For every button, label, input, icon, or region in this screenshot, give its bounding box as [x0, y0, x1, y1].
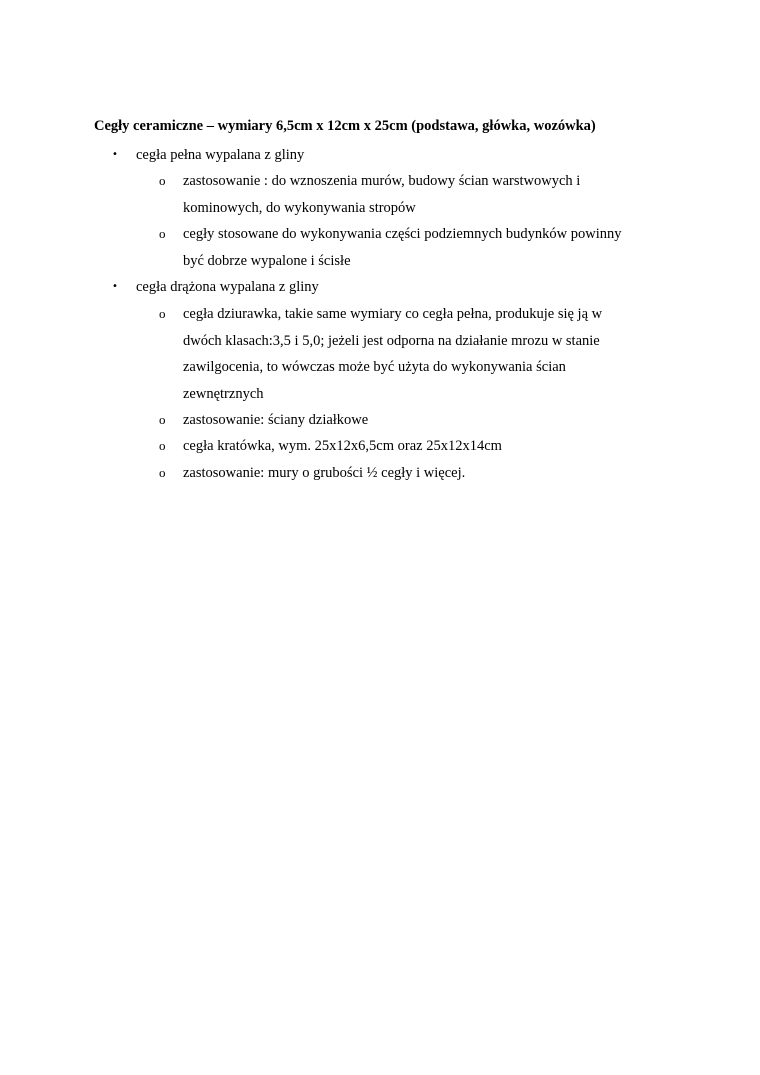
list-item-line: zawilgocenia, to wówczas może być użyta do wykonywania ścian	[183, 359, 566, 375]
list-item-level2	[159, 460, 653, 487]
bullet-circle: o	[159, 465, 166, 480]
list-item-line: cegła dziurawka, takie same wymiary co cegła pełna, produkuje się ją w	[183, 306, 603, 322]
list-item-level2	[159, 168, 653, 221]
bullet-circle: o	[159, 438, 166, 453]
bullet-dot: •	[112, 149, 118, 160]
list-item-line: dwóch klasach:3,5 i 5,0; jeżeli jest odporna na działanie mrozu w stanie	[183, 332, 600, 349]
list-item-line: zastosowanie : do wznoszenia murów, budowy ścian warstwowych i	[183, 173, 581, 189]
list-item-level2	[159, 301, 653, 407]
bullet-circle: o	[159, 306, 166, 321]
list-item-line: zewnętrznych	[183, 385, 264, 402]
list-item-level2	[159, 407, 653, 434]
list-item-line: cegła kratówka, wym. 25x12x6,5cm oraz 25x12x14cm	[183, 438, 502, 454]
list-item-line: kominowych, do wykonywania stropów	[183, 199, 416, 216]
list-item-level1	[112, 274, 696, 301]
bullet-dot: •	[112, 281, 118, 292]
list-item-label: cegła drążona wypalana z gliny	[136, 279, 319, 295]
list-item-level2	[159, 433, 653, 460]
document-title: Cegły ceramiczne – wymiary 6,5cm x 12cm x 25cm (podstawa, główka, wozówka)	[94, 118, 596, 134]
list-item-level2	[159, 221, 653, 274]
list-item-line: być dobrze wypalone i ścisłe	[183, 252, 351, 269]
list-item-label: cegła pełna wypalana z gliny	[136, 147, 305, 163]
list-item-line: zastosowanie: mury o grubości ½ cegły i więcej.	[183, 465, 466, 481]
bullet-circle: o	[159, 226, 166, 241]
bullet-circle: o	[159, 412, 166, 427]
list-item-line: cegły stosowane do wykonywania części podziemnych budynków powinny	[183, 226, 622, 242]
bullet-circle: o	[159, 173, 166, 188]
list-item-line: zastosowanie: ściany działkowe	[183, 412, 369, 428]
list-item-level1	[112, 142, 696, 169]
